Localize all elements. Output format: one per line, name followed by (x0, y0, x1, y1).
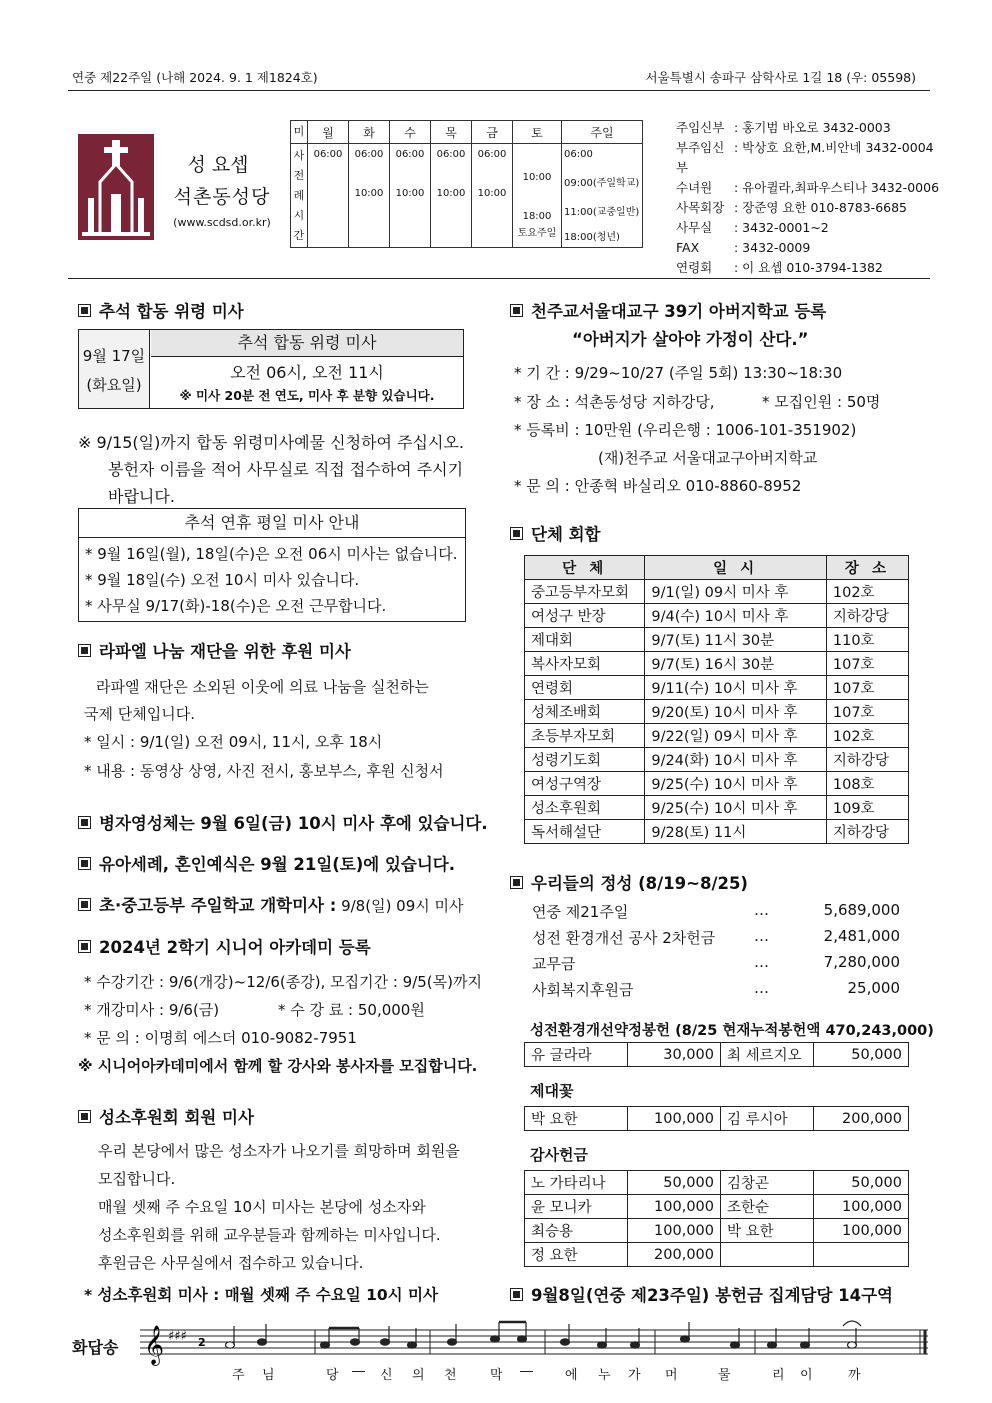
table-row (525, 796, 909, 820)
donor-name: 박 요한 (525, 1107, 628, 1131)
day-header: 금 (472, 121, 513, 144)
section-bullet-icon (78, 816, 91, 829)
mass-time: 06:00 (395, 149, 425, 160)
donor-amount: 100,000 (628, 1107, 721, 1131)
section-bullet-icon (78, 857, 91, 870)
section-bullet-icon (78, 1110, 91, 1123)
mass-label: 미 (291, 121, 308, 144)
treble-clef-icon: 𝄞 (144, 1325, 165, 1365)
notice-line: ※ 9/15(일)까지 합동 위령미사예물 신청하여 주십시오. (78, 433, 465, 452)
lyric-syllable: ― (520, 1364, 535, 1379)
donor-amount: 100,000 (628, 1219, 721, 1243)
mass-time: 10:00 (354, 188, 384, 199)
altar-flowers-title: 제대꽃 (530, 1082, 574, 1100)
section-senior-academy: 2024년 2학기 시니어 아카데미 등록 (78, 934, 371, 958)
meeting-time-cell: 9/7(토) 16시 30분 (645, 652, 827, 676)
donor-name: 윤 모니카 (525, 1195, 628, 1219)
org-url: (www.scdsd.or.kr) (173, 216, 271, 229)
donor-amount: 30,000 (628, 1043, 721, 1067)
vocation-line: 매월 셋째 주 수요일 10시 미사는 본당에 성소자와 (98, 1198, 426, 1216)
father-school-line: * 장 소 : 석촌동성당 지하강당, (514, 393, 715, 411)
thanks-offering-table (524, 1170, 909, 1267)
group-name-cell: 여성구역장 (525, 772, 645, 796)
meeting-place-cell: 107호 (826, 676, 908, 700)
vocation-line: 후원금은 사무실에서 접수하고 있습니다. (98, 1254, 364, 1272)
meeting-place-cell: 지하강당 (826, 820, 908, 844)
mass-time: 10:00 (477, 188, 507, 199)
offering-row (532, 979, 900, 1000)
father-school-line: * 문 의 : 안종혁 바실리오 010-8860-8952 (514, 477, 802, 495)
contact-value: : 홍기범 바오로 3432-0003 (734, 120, 891, 135)
tue-times (349, 144, 390, 248)
contact-role: 사무실 (676, 220, 713, 235)
lyric-syllable: 당 (326, 1368, 341, 1383)
table-row (525, 604, 909, 628)
donor-name: 유 글라라 (525, 1043, 628, 1067)
mass-label: 전 (293, 168, 305, 182)
psalm-label: 화답송 (72, 1338, 119, 1357)
academy-line: * 수강기간 : 9/6(개강)~12/6(종강), 모집기간 : 9/5(목)까지 (84, 973, 482, 991)
meeting-time-cell: 9/22(일) 09시 미사 후 (645, 724, 827, 748)
vocation-line: 우리 본당에서 많은 성소자가 나오기를 희망하며 회원을 (98, 1142, 460, 1160)
group-name-cell: 성체조배회 (525, 700, 645, 724)
group-name-cell: 여성구 반장 (525, 604, 645, 628)
chuseok-note: ※ 미사 20분 전 연도, 미사 후 분향 있습니다. (179, 388, 435, 403)
header-rule (68, 90, 930, 91)
chuseok-date: 9월 17일 (화요일) (79, 330, 150, 408)
notice-line: 바랍니다. (108, 487, 175, 506)
pledge-title: 성전환경개선약정봉헌 (8/25 현재누적봉헌액 470,243,000) (530, 1023, 934, 1039)
mass-time: 06:00 (313, 149, 343, 160)
section-chuseok-mass: 추석 합동 위령 미사 (78, 298, 244, 322)
mass-schedule-table (290, 120, 643, 248)
chuseok-mass-box (78, 329, 464, 409)
holiday-mass-box (78, 508, 466, 622)
donor-name: 최 세르지오 (721, 1043, 814, 1067)
meeting-time-cell: 9/28(토) 11시 (645, 820, 827, 844)
section-bullet-icon (510, 1288, 523, 1301)
altar-flowers-table (524, 1106, 909, 1131)
lyric-syllable: ― (352, 1364, 367, 1379)
meetings-table (524, 555, 909, 844)
meeting-time-cell: 9/25(수) 10시 미사 후 (645, 796, 827, 820)
offering-row (532, 953, 900, 974)
contact-row (676, 198, 939, 218)
mass-time: 18:00 (522, 211, 552, 222)
father-school-line: * 기 간 : 9/29~10/27 (주일 5회) 13:30~18:30 (514, 364, 843, 382)
contact-role: 사목회장 (676, 200, 725, 215)
donor-amount: 100,000 (814, 1195, 909, 1219)
group-name-cell: 제대회 (525, 628, 645, 652)
vocation-line: 성소후원회를 위해 교우분들과 함께하는 미사입니다. (98, 1226, 441, 1244)
church-address: 서울특별시 송파구 삼학사로 1길 18 (우: 05598) (645, 70, 916, 85)
academy-line: * 수 강 료 : 50,000원 (278, 1001, 425, 1019)
holiday-line: * 사무실 9/17(화)-18(수)은 오전 근무합니다. (85, 597, 387, 615)
contact-value: : 장준영 요한 010-8783-6685 (734, 200, 908, 215)
group-name-cell: 성령기도회 (525, 748, 645, 772)
table-row (525, 1243, 909, 1267)
music-notes (226, 1321, 862, 1348)
contact-value: : 박상호 요한,M.비안네 3432-0004 (734, 140, 934, 155)
mass-time: 06:00 (564, 149, 593, 160)
mass-label: 사 (293, 148, 305, 162)
section-offerings: 우리들의 정성 (8/19~8/25) (510, 870, 748, 894)
contact-role: 주임신부 (676, 120, 725, 135)
contact-row (676, 218, 939, 238)
meeting-time-cell: 9/7(토) 11시 30분 (645, 628, 827, 652)
group-name-cell: 초등부자모회 (525, 724, 645, 748)
offering-amount: 5,689,000 (823, 901, 900, 919)
offering-amount: 2,481,000 (823, 927, 900, 945)
meeting-time-cell: 9/1(일) 09시 미사 후 (645, 580, 827, 604)
donor-amount: 200,000 (814, 1107, 909, 1131)
mon-times (308, 144, 349, 248)
donor-name: 조한순 (721, 1195, 814, 1219)
raphael-line: 국제 단체입니다. (84, 705, 195, 723)
pledge-table (524, 1042, 909, 1067)
contact-role: 부주임신부 (676, 140, 725, 175)
offering-name: 사회복지후원금 (532, 981, 634, 999)
academy-line: * 개강미사 : 9/6(금) (84, 1001, 220, 1019)
meeting-place-cell: 102호 (826, 724, 908, 748)
section-bullet-icon (78, 898, 91, 911)
contact-value: : 유아퀼라,최파우스티나 3432-0006 (734, 180, 940, 195)
meeting-place-cell: 107호 (826, 652, 908, 676)
thanks-offering-title: 감사헌금 (530, 1146, 588, 1164)
father-school-line: * 등록비 : 10만원 (우리은행 : 1006-101-351902) (514, 421, 857, 439)
table-row (525, 580, 909, 604)
ellipsis: … (754, 953, 769, 971)
meetings-header-row (525, 556, 909, 580)
offering-row (532, 901, 900, 922)
meeting-place-cell: 109호 (826, 796, 908, 820)
contact-value: : 3432-0001~2 (734, 220, 829, 235)
section-collection-duty: 9월8일(연중 제23주일) 봉헌금 집계담당 14구역 (510, 1282, 893, 1306)
sat-times (513, 144, 562, 248)
raphael-line: * 내용 : 동영상 상영, 사진 전시, 홍보부스, 후원 신청서 (84, 762, 444, 780)
day-header: 수 (390, 121, 431, 144)
time-signature: 2 (198, 1336, 206, 1349)
vocation-line: * 성소후원회 미사 : 매월 셋째 주 수요일 10시 미사 (84, 1286, 438, 1304)
offering-name: 성전 환경개선 공사 2차헌금 (532, 929, 716, 947)
mass-time: 09:00(주일학교) (564, 178, 640, 189)
notice-line: 봉헌자 이름을 적어 사무실로 직접 접수하여 주시기 (108, 460, 464, 479)
section-raphael: 라파엘 나눔 재단을 위한 후원 미사 (78, 638, 351, 662)
donor-name: 박 요한 (721, 1219, 814, 1243)
table-row (525, 1107, 909, 1131)
section-bullet-icon (510, 876, 523, 889)
music-staff (140, 1318, 930, 1368)
contact-row (676, 178, 939, 198)
donor-amount (814, 1243, 909, 1267)
lyric-syllable: 가 (628, 1368, 643, 1383)
table-row (525, 724, 909, 748)
day-header: 목 (431, 121, 472, 144)
issue-info: 연중 제22주일 (나해 2024. 9. 1 제1824호) (72, 70, 318, 85)
ellipsis: … (754, 901, 769, 919)
holiday-box-title: 추석 연휴 평일 미사 안내 (79, 509, 465, 538)
fri-times (472, 144, 513, 248)
mass-time: 06:00 (477, 149, 507, 160)
group-name-cell: 성소후원회 (525, 796, 645, 820)
section-bullet-icon (78, 940, 91, 953)
church-building-icon (78, 134, 154, 240)
mass-time: 토요주일 (517, 228, 557, 239)
donor-amount: 50,000 (628, 1171, 721, 1195)
column-header: 장 소 (826, 556, 908, 580)
lyric-syllable: 에 (565, 1368, 580, 1383)
day-header: 화 (349, 121, 390, 144)
meeting-time-cell: 9/11(수) 10시 미사 후 (645, 676, 827, 700)
meeting-time-cell: 9/4(수) 10시 미사 후 (645, 604, 827, 628)
meeting-time-cell: 9/20(토) 10시 미사 후 (645, 700, 827, 724)
raphael-line: 라파엘 재단은 소외된 이웃에 의료 나눔을 실천하는 (96, 678, 429, 696)
donor-amount: 100,000 (814, 1219, 909, 1243)
lyric-syllable: 신 (380, 1368, 395, 1383)
ellipsis: … (754, 979, 769, 997)
father-school-line: * 모집인원 : 50명 (762, 393, 881, 411)
lyric-syllable: 님 (262, 1368, 277, 1383)
offering-row (532, 927, 900, 948)
contact-list (676, 118, 939, 278)
section-bullet-icon (510, 304, 523, 317)
lyric-syllable: 주 (232, 1368, 247, 1383)
mass-label-column (291, 144, 308, 248)
meeting-place-cell: 지하강당 (826, 748, 908, 772)
section-baptism: 유아세례, 혼인예식은 9월 21일(토)에 있습니다. (78, 851, 455, 875)
group-name-cell: 독서해설단 (525, 820, 645, 844)
table-row (525, 820, 909, 844)
ellipsis: … (754, 927, 769, 945)
lyric-syllable: 물 (718, 1368, 733, 1383)
section-sunday-school: 초·중고등부 주일학교 개학미사 : 9/8(일) 09시 미사 (78, 892, 464, 916)
chuseok-box-title: 추석 합동 위령 미사 (151, 330, 463, 357)
key-signature-icon: ♯♯♯ (168, 1329, 187, 1344)
father-school-line: (재)천주교 서울대교구아버지학교 (598, 449, 818, 467)
table-row (525, 628, 909, 652)
table-row (525, 1171, 909, 1195)
donor-name: 최승용 (525, 1219, 628, 1243)
raphael-line: * 일시 : 9/1(일) 오전 09시, 11시, 오후 18시 (84, 733, 383, 751)
org-name: 석촌동성당 (173, 186, 271, 208)
contact-role: 연령회 (676, 260, 713, 275)
church-logo (78, 134, 154, 240)
table-row (525, 676, 909, 700)
donor-amount: 200,000 (628, 1243, 721, 1267)
lyric-syllable: 누 (598, 1368, 613, 1383)
father-school-slogan: “아버지가 살아야 가정이 산다.” (572, 330, 809, 349)
table-row (525, 772, 909, 796)
group-name-cell: 복사자모회 (525, 652, 645, 676)
contact-value: : 이 요셉 010-3794-1382 (734, 260, 883, 275)
donor-amount: 50,000 (814, 1043, 909, 1067)
contact-value: : 3432-0009 (734, 240, 811, 255)
mass-time: 06:00 (436, 149, 466, 160)
donor-amount: 50,000 (814, 1171, 909, 1195)
mass-label: 시 (293, 208, 305, 222)
table-row (525, 700, 909, 724)
mass-time: 11:00(교중일반) (564, 207, 640, 218)
table-row (525, 748, 909, 772)
offering-name: 연중 제21주일 (532, 903, 629, 921)
org-title: 성 요셉 (187, 154, 249, 176)
mass-label: 간 (293, 228, 305, 242)
table-row (525, 1043, 909, 1067)
lyric-syllable: 막 (490, 1368, 505, 1383)
meeting-time-cell: 9/25(수) 10시 미사 후 (645, 772, 827, 796)
contact-role: FAX (676, 240, 700, 255)
lyric-syllable: 까 (848, 1368, 863, 1383)
offering-amount: 7,280,000 (823, 953, 900, 971)
column-header: 일 시 (645, 556, 827, 580)
table-row (525, 652, 909, 676)
chuseok-times: 오전 06시, 오전 11시 (230, 363, 384, 382)
donor-name (721, 1243, 814, 1267)
donor-name: 정 요한 (525, 1243, 628, 1267)
offering-amount: 25,000 (847, 979, 900, 997)
holiday-line: * 9월 18일(수) 오전 10시 미사 있습니다. (85, 571, 360, 589)
meeting-place-cell: 107호 (826, 700, 908, 724)
lyric-syllable: 의 (412, 1368, 427, 1383)
vocation-line: 모집합니다. (98, 1170, 176, 1188)
academy-line: * 문 의 : 이명희 에스더 010-9082-7951 (84, 1029, 357, 1047)
sun-times (562, 144, 643, 248)
academy-line: ※ 시니어아카데미에서 함께 할 강사와 봉사자를 모집합니다. (78, 1057, 478, 1075)
day-header: 토 (513, 121, 562, 144)
section-father-school: 천주교서울대교구 39기 아버지학교 등록 (510, 298, 826, 322)
lyric-syllable: 리 (772, 1368, 787, 1383)
meeting-place-cell: 지하강당 (826, 604, 908, 628)
table-row (525, 1219, 909, 1243)
mass-time: 10:00 (395, 188, 425, 199)
group-name-cell: 연령회 (525, 676, 645, 700)
thu-times (431, 144, 472, 248)
contact-row (676, 138, 939, 178)
mass-time: 18:00(청년) (564, 232, 620, 243)
lyric-syllable: 이 (800, 1368, 815, 1383)
table-row (525, 1195, 909, 1219)
meeting-place-cell: 102호 (826, 580, 908, 604)
donor-name: 김창곤 (721, 1171, 814, 1195)
section-sick-communion: 병자영성체는 9월 6일(금) 10시 미사 후에 있습니다. (78, 810, 488, 834)
mass-time: 10:00 (436, 188, 466, 199)
section-bullet-icon (78, 644, 91, 657)
meeting-place-cell: 108호 (826, 772, 908, 796)
day-header: 월 (308, 121, 349, 144)
donor-amount: 100,000 (628, 1195, 721, 1219)
group-name-cell: 중고등부자모회 (525, 580, 645, 604)
donor-name: 김 루시아 (721, 1107, 814, 1131)
contact-row (676, 258, 939, 278)
contact-row (676, 118, 939, 138)
contact-row (676, 238, 939, 258)
mass-label: 례 (293, 188, 305, 202)
section-bullet-icon (510, 527, 523, 540)
meeting-time-cell: 9/24(화) 10시 미사 후 (645, 748, 827, 772)
offering-name: 교무금 (532, 955, 576, 973)
section-group-meetings: 단체 회합 (510, 521, 601, 545)
wed-times (390, 144, 431, 248)
lyric-syllable: 머 (665, 1368, 680, 1383)
holiday-line: * 9월 16일(월), 18일(수)은 오전 06시 미사는 없습니다. (85, 545, 458, 563)
masthead-rule (68, 278, 930, 279)
mass-time: 06:00 (354, 149, 384, 160)
lyric-syllable: 천 (444, 1368, 459, 1383)
day-header: 주일 (562, 121, 643, 144)
meeting-place-cell: 110호 (826, 628, 908, 652)
mass-time: 10:00 (522, 172, 552, 183)
donor-name: 노 가타리나 (525, 1171, 628, 1195)
section-vocation: 성소후원회 회원 미사 (78, 1104, 254, 1128)
contact-role: 수녀원 (676, 180, 713, 195)
column-header: 단 체 (525, 556, 645, 580)
section-bullet-icon (78, 304, 91, 317)
